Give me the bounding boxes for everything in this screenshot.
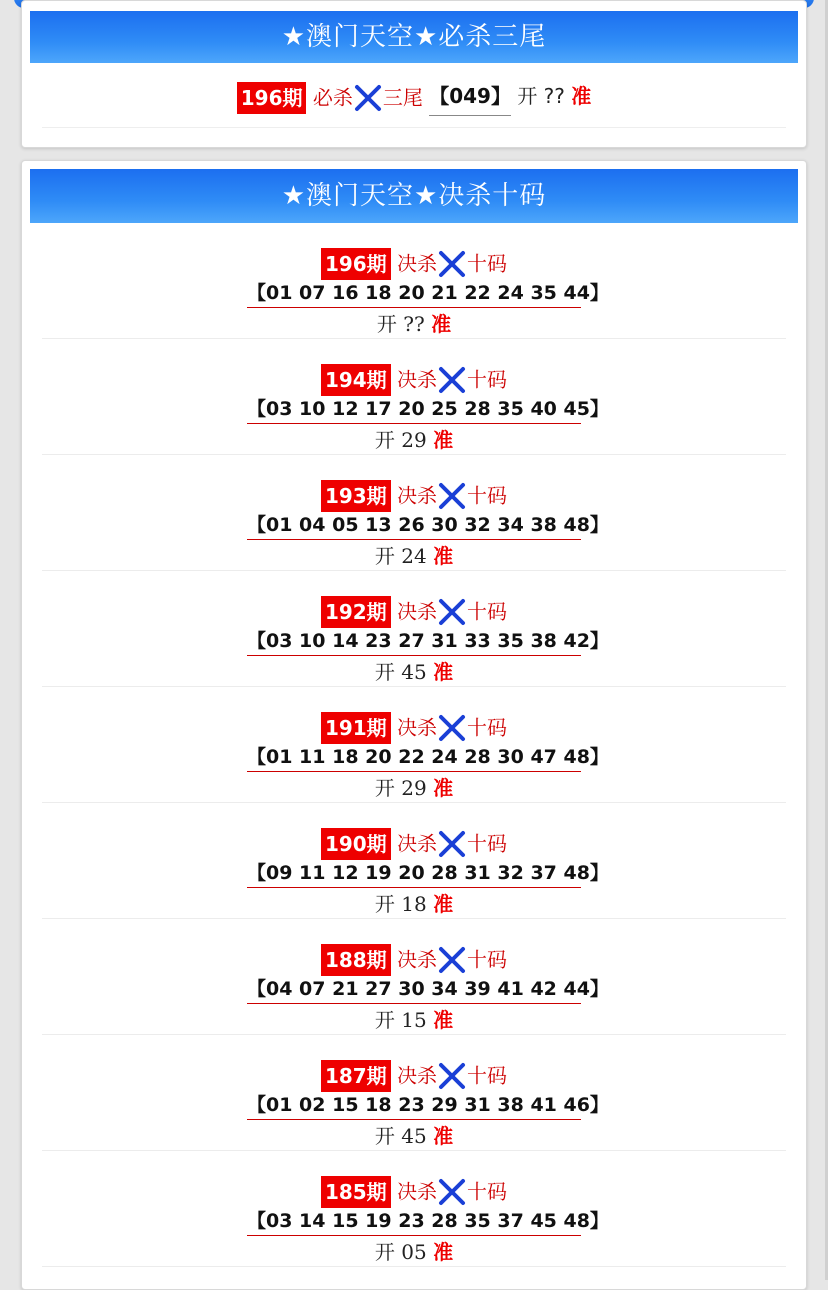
kill-label-after: 十码 bbox=[467, 715, 508, 740]
kill-numbers: 【03 10 12 17 20 25 28 35 40 45】 bbox=[247, 395, 581, 424]
list-item bbox=[42, 571, 786, 687]
result-value: ?? bbox=[403, 312, 425, 336]
period-badge: 196期 bbox=[321, 248, 391, 280]
kill-label-after: 十码 bbox=[467, 251, 508, 276]
kill-label-before: 决杀 bbox=[397, 367, 438, 392]
kill-label-before: 决杀 bbox=[397, 715, 438, 740]
kill-numbers: 【01 11 18 20 22 24 28 30 47 48】 bbox=[247, 743, 581, 772]
kill-label-before: 决杀 bbox=[397, 831, 438, 856]
result-value: 29 bbox=[401, 776, 427, 800]
result-value: 05 bbox=[401, 1240, 427, 1264]
list-item bbox=[42, 1151, 786, 1267]
kill-label-before: 决杀 bbox=[397, 947, 438, 972]
entry-header bbox=[42, 825, 786, 859]
ten-numbers-card bbox=[21, 160, 807, 1290]
list-item bbox=[42, 803, 786, 919]
kill-numbers: 【03 10 14 23 27 31 33 35 38 42】 bbox=[247, 627, 581, 656]
result-value: 29 bbox=[401, 428, 427, 452]
result-value: 15 bbox=[401, 1008, 427, 1032]
kill-label-after: 三尾 bbox=[382, 85, 423, 110]
period-badge: 193期 bbox=[321, 480, 391, 512]
entry-header bbox=[42, 1173, 786, 1207]
accurate-mark: 准 bbox=[433, 544, 454, 568]
kill-label-after: 十码 bbox=[467, 1179, 508, 1204]
result-prefix: 开 bbox=[374, 1008, 395, 1032]
accurate-mark: 准 bbox=[433, 892, 454, 916]
three-tails-card bbox=[21, 0, 807, 148]
accurate-mark: 准 bbox=[433, 1240, 454, 1264]
kill-label-after: 十码 bbox=[467, 483, 508, 508]
list-item bbox=[42, 339, 786, 455]
kill-numbers: 【01 07 16 18 20 21 22 24 35 44】 bbox=[247, 279, 581, 308]
entry-result bbox=[42, 657, 786, 687]
result-prefix: 开 bbox=[374, 776, 395, 800]
entry-header bbox=[42, 361, 786, 395]
result-prefix: 开 bbox=[374, 892, 395, 916]
entry-result bbox=[42, 1005, 786, 1035]
three-tails-row bbox=[42, 77, 786, 128]
accurate-mark: 准 bbox=[433, 1124, 454, 1148]
kill-label-after: 十码 bbox=[467, 367, 508, 392]
accurate-mark: 准 bbox=[431, 312, 452, 336]
kill-label-before: 决杀 bbox=[397, 1063, 438, 1088]
three-tails-title: ★澳门天空★必杀三尾 bbox=[30, 11, 798, 63]
result-prefix: 开 bbox=[374, 544, 395, 568]
crossed-swords-icon bbox=[437, 946, 467, 974]
crossed-swords-icon bbox=[437, 714, 467, 742]
entry-result bbox=[42, 1121, 786, 1151]
kill-label-after: 十码 bbox=[467, 1063, 508, 1088]
result-value: 24 bbox=[401, 544, 427, 568]
kill-label-after: 十码 bbox=[467, 599, 508, 624]
result-prefix: 开 bbox=[374, 1240, 395, 1264]
entry-result bbox=[42, 309, 786, 339]
period-badge: 187期 bbox=[321, 1060, 391, 1092]
kill-label-before: 必杀 bbox=[312, 85, 353, 110]
entry-header bbox=[42, 1057, 786, 1091]
entry-result bbox=[42, 541, 786, 571]
result-prefix: 开 bbox=[374, 428, 395, 452]
kill-numbers: 【04 07 21 27 30 34 39 41 42 44】 bbox=[247, 975, 581, 1004]
crossed-swords-icon bbox=[437, 598, 467, 626]
entry-header bbox=[42, 709, 786, 743]
result-value: 18 bbox=[401, 892, 427, 916]
list-item bbox=[42, 1035, 786, 1151]
period-badge: 188期 bbox=[321, 944, 391, 976]
period-badge: 191期 bbox=[321, 712, 391, 744]
accurate-mark: 准 bbox=[571, 84, 592, 108]
entry-header bbox=[42, 593, 786, 627]
list-item bbox=[42, 919, 786, 1035]
entry-result bbox=[42, 773, 786, 803]
result-prefix: 开 bbox=[517, 84, 538, 108]
entry-header bbox=[42, 477, 786, 511]
accurate-mark: 准 bbox=[433, 660, 454, 684]
crossed-swords-icon bbox=[437, 1178, 467, 1206]
tail-numbers: 【049】 bbox=[429, 77, 511, 116]
kill-label-before: 决杀 bbox=[397, 599, 438, 624]
list-item bbox=[42, 223, 786, 339]
result-prefix: 开 bbox=[376, 312, 397, 336]
accurate-mark: 准 bbox=[433, 428, 454, 452]
kill-label-after: 十码 bbox=[467, 947, 508, 972]
crossed-swords-icon bbox=[353, 84, 383, 112]
kill-label-after: 十码 bbox=[467, 831, 508, 856]
result-value: 45 bbox=[401, 1124, 427, 1148]
kill-numbers: 【01 04 05 13 26 30 32 34 38 48】 bbox=[247, 511, 581, 540]
crossed-swords-icon bbox=[437, 1062, 467, 1090]
kill-numbers: 【01 02 15 18 23 29 31 38 41 46】 bbox=[247, 1091, 581, 1120]
period-badge: 194期 bbox=[321, 364, 391, 396]
period-badge: 190期 bbox=[321, 828, 391, 860]
entry-result bbox=[42, 889, 786, 919]
entries-list bbox=[22, 223, 806, 1267]
entry-result bbox=[42, 425, 786, 455]
kill-numbers: 【03 14 15 19 23 28 35 37 45 48】 bbox=[247, 1207, 581, 1236]
result-value: ?? bbox=[543, 84, 565, 108]
entry-header bbox=[42, 941, 786, 975]
crossed-swords-icon bbox=[437, 482, 467, 510]
period-badge: 196期 bbox=[237, 82, 307, 114]
accurate-mark: 准 bbox=[433, 1008, 454, 1032]
kill-numbers: 【09 11 12 19 20 28 31 32 37 48】 bbox=[247, 859, 581, 888]
crossed-swords-icon bbox=[437, 830, 467, 858]
kill-label-before: 决杀 bbox=[397, 251, 438, 276]
period-badge: 185期 bbox=[321, 1176, 391, 1208]
crossed-swords-icon bbox=[437, 366, 467, 394]
ten-numbers-title: ★澳门天空★决杀十码 bbox=[30, 169, 798, 223]
kill-label-before: 决杀 bbox=[397, 1179, 438, 1204]
kill-label-before: 决杀 bbox=[397, 483, 438, 508]
result-value: 45 bbox=[401, 660, 427, 684]
period-badge: 192期 bbox=[321, 596, 391, 628]
entry-header bbox=[42, 245, 786, 279]
entry-result bbox=[42, 1237, 786, 1267]
crossed-swords-icon bbox=[437, 250, 467, 278]
list-item bbox=[42, 455, 786, 571]
list-item bbox=[42, 687, 786, 803]
accurate-mark: 准 bbox=[433, 776, 454, 800]
result-prefix: 开 bbox=[374, 1124, 395, 1148]
result-prefix: 开 bbox=[374, 660, 395, 684]
